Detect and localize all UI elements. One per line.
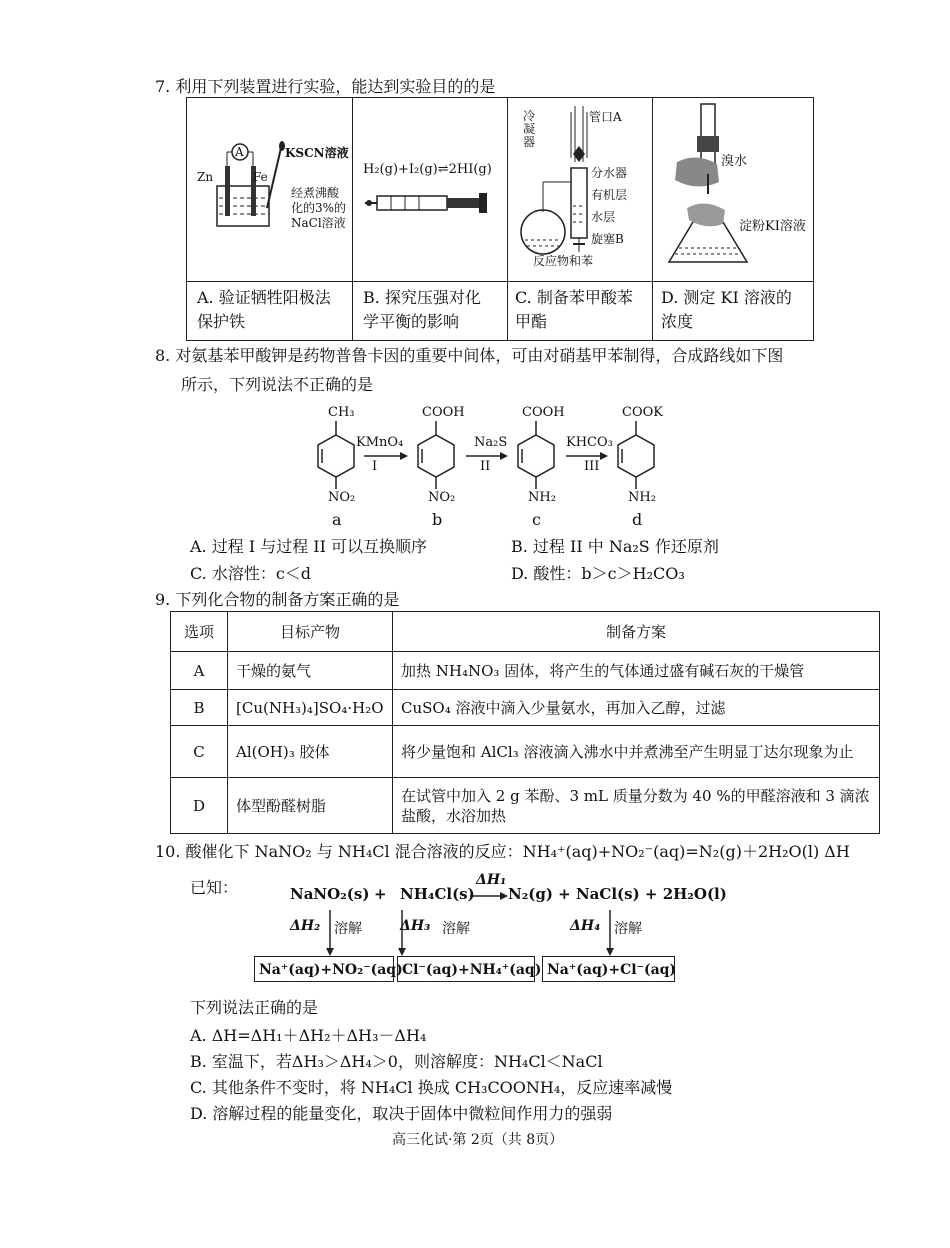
row-c-option: C xyxy=(171,726,228,778)
q7-caption-a: A. 验证牺牲阳极法 保护铁 xyxy=(197,288,331,331)
row-a-plan: 加热 NH₄NO₃ 固体，将产生的气体通过盛有碱石灰的干燥管 xyxy=(393,652,880,690)
titration-diagram xyxy=(657,102,813,272)
mol-a-bottom: NO₂ xyxy=(328,490,356,505)
q10-option-c: C. 其他条件不变时，将 NH₄Cl 换成 CH₃COONH₄，反应速率减慢 xyxy=(190,1078,673,1097)
q10-stem: 10. 酸催化下 NaNO₂ 与 NH₄Cl 混合溶液的反应：NH₄⁺(aq)+NO₂⁻(aq)=N₂(g)＋2H₂O(l) ΔH xyxy=(155,842,850,861)
dh1-label: ΔH₁ xyxy=(476,872,507,888)
known-label: 已知： xyxy=(190,878,239,897)
reactant-nh4cl: NH₄Cl(s) xyxy=(400,885,475,903)
q9-header-row xyxy=(171,612,880,652)
flask-label: 反应物和苯 xyxy=(533,254,594,268)
starch-ki-label: 淀粉KI溶液 xyxy=(739,219,806,234)
row-c-plan: 将少量饱和 AlCl₃ 溶液滴入沸水中并煮沸至产生明显丁达尔现象为止 xyxy=(393,726,880,778)
ammeter-label: A xyxy=(235,145,244,159)
mol-b-top: COOH xyxy=(422,405,465,420)
products: N₂(g) + NaCl(s) + 2H₂O(l) xyxy=(508,885,727,903)
step2-reagent: Na₂S xyxy=(474,435,508,450)
solution-label-3: NaCl溶液 xyxy=(291,216,346,230)
mol-c-label: c xyxy=(532,510,541,529)
solution-label-2: 化的3%的 xyxy=(291,201,347,215)
q8-option-b: B. 过程 II 中 Na₂S 作还原剂 xyxy=(511,537,719,556)
dissolve-label-2: 溶解 xyxy=(442,921,470,937)
q7-stem: 7. 利用下列装置进行实验，能达到实验目的的是 xyxy=(155,77,496,96)
q9-stem: 9. 下列化合物的制备方案正确的是 xyxy=(155,590,400,609)
row-b-product: [Cu(NH₃)₄]SO₄·H₂O xyxy=(228,690,393,726)
q7-caption-b: B. 探究压强对化 学平衡的影响 xyxy=(363,288,481,331)
row-d-option: D xyxy=(171,778,228,834)
reaction-arrow xyxy=(470,890,510,902)
separator-label: 分水器 xyxy=(591,166,628,180)
valve-label: 旋塞B xyxy=(591,232,624,246)
row-c-product: Al(OH)₃ 胶体 xyxy=(228,726,393,778)
water-layer-label: 水层 xyxy=(591,210,616,224)
mol-c-top: COOH xyxy=(522,405,565,420)
q7-caption-c: C. 制备苯甲酸苯 甲酯 xyxy=(515,288,633,331)
q7-caption-d: D. 测定 KI 溶液的 浓度 xyxy=(661,288,792,331)
q8-option-c: C. 水溶性：c＜d xyxy=(190,564,312,583)
step1-num: I xyxy=(372,459,378,474)
row-d-plan: 在试管中加入 2 g 苯酚、3 mL 质量分数为 40 %的甲醛溶液和 3 滴浓盐酸，水浴加热 xyxy=(393,778,880,834)
row-d-product: 体型酚醛树脂 xyxy=(228,778,393,834)
q10-option-a: A. ΔH=ΔH₁＋ΔH₂＋ΔH₃－ΔH₄ xyxy=(190,1026,427,1045)
ions-box-3: Na⁺(aq)+Cl⁻(aq) xyxy=(542,956,675,982)
step2-num: II xyxy=(480,459,491,474)
ions-box-2: Cl⁻(aq)+NH₄⁺(aq) xyxy=(397,956,535,982)
mol-a-label: a xyxy=(332,510,342,529)
tube-a-label: 管口A xyxy=(589,110,622,124)
mol-d-label: d xyxy=(632,510,643,529)
q9-table xyxy=(170,611,880,834)
row-a-product: 干燥的氨气 xyxy=(228,652,393,690)
mol-b-label: b xyxy=(432,510,443,529)
q8-stem-line2: 所示，下列说法不正确的是 xyxy=(181,375,374,394)
step1-reagent: KMnO₄ xyxy=(356,435,404,450)
q8-option-d: D. 酸性：b＞c＞H₂CO₃ xyxy=(511,564,685,583)
fe-label: Fe xyxy=(253,170,268,184)
solution-label-1: 经煮沸酸 xyxy=(291,186,340,200)
dh2-label: ΔH₂ xyxy=(290,918,321,934)
zn-label: Zn xyxy=(197,170,214,184)
q10-option-b: B. 室温下，若ΔH₃＞ΔH₄＞0，则溶解度：NH₄Cl＜NaCl xyxy=(190,1052,603,1071)
header-option: 选项 xyxy=(171,612,228,652)
dissolve-label-1: 溶解 xyxy=(334,921,362,937)
table-row xyxy=(171,726,880,778)
q10-option-d: D. 溶解过程的能量变化，取决于固体中微粒间作用力的强弱 xyxy=(190,1104,613,1123)
equilibrium-equation: H₂(g)+I₂(g)⇌2HI(g) xyxy=(363,162,492,177)
table-row xyxy=(171,690,880,726)
kscn-label: KSCN溶液 xyxy=(285,146,349,160)
organic-layer-label: 有机层 xyxy=(591,188,628,202)
reactant-nano2: NaNO₂(s) xyxy=(290,885,370,903)
step3-reagent: KHCO₃ xyxy=(566,435,613,450)
row-a-option: A xyxy=(171,652,228,690)
row-b-option: B xyxy=(171,690,228,726)
step3-num: III xyxy=(584,459,600,474)
ions-box-1: Na⁺(aq)+NO₂⁻(aq) xyxy=(254,956,394,982)
header-plan: 制备方案 xyxy=(393,612,880,652)
table-row xyxy=(171,778,880,834)
dh3-label: ΔH₃ xyxy=(400,918,431,934)
table-row xyxy=(171,652,880,690)
q8-stem-line1: 8. 对氨基苯甲酸钾是药物普鲁卡因的重要中间体，可由对硝基甲苯制得，合成路线如下图 xyxy=(155,346,784,365)
q7-table xyxy=(186,97,814,341)
header-product: 目标产物 xyxy=(228,612,393,652)
q8-option-a: A. 过程 I 与过程 II 可以互换顺序 xyxy=(190,537,428,556)
bromine-water-label: 溴水 xyxy=(721,154,748,169)
row-b-plan: CuSO₄ 溶液中滴入少量氨水，再加入乙醇，过滤 xyxy=(393,690,880,726)
mol-d-top: COOK xyxy=(622,405,663,420)
mol-a-top: CH₃ xyxy=(328,405,355,420)
page-footer: 高三化试·第 2页（共 8页） xyxy=(392,1132,564,1148)
dh4-label: ΔH₄ xyxy=(570,918,601,934)
q10-lead: 下列说法正确的是 xyxy=(190,998,319,1017)
condenser-label: 冷 凝 器 xyxy=(523,109,536,149)
mol-c-bottom: NH₂ xyxy=(528,490,556,505)
dissolve-label-3: 溶解 xyxy=(614,921,642,937)
plus-sign: + xyxy=(374,885,387,903)
mol-d-bottom: NH₂ xyxy=(628,490,656,505)
syringe-diagram xyxy=(361,188,501,218)
mol-b-bottom: NO₂ xyxy=(428,490,456,505)
